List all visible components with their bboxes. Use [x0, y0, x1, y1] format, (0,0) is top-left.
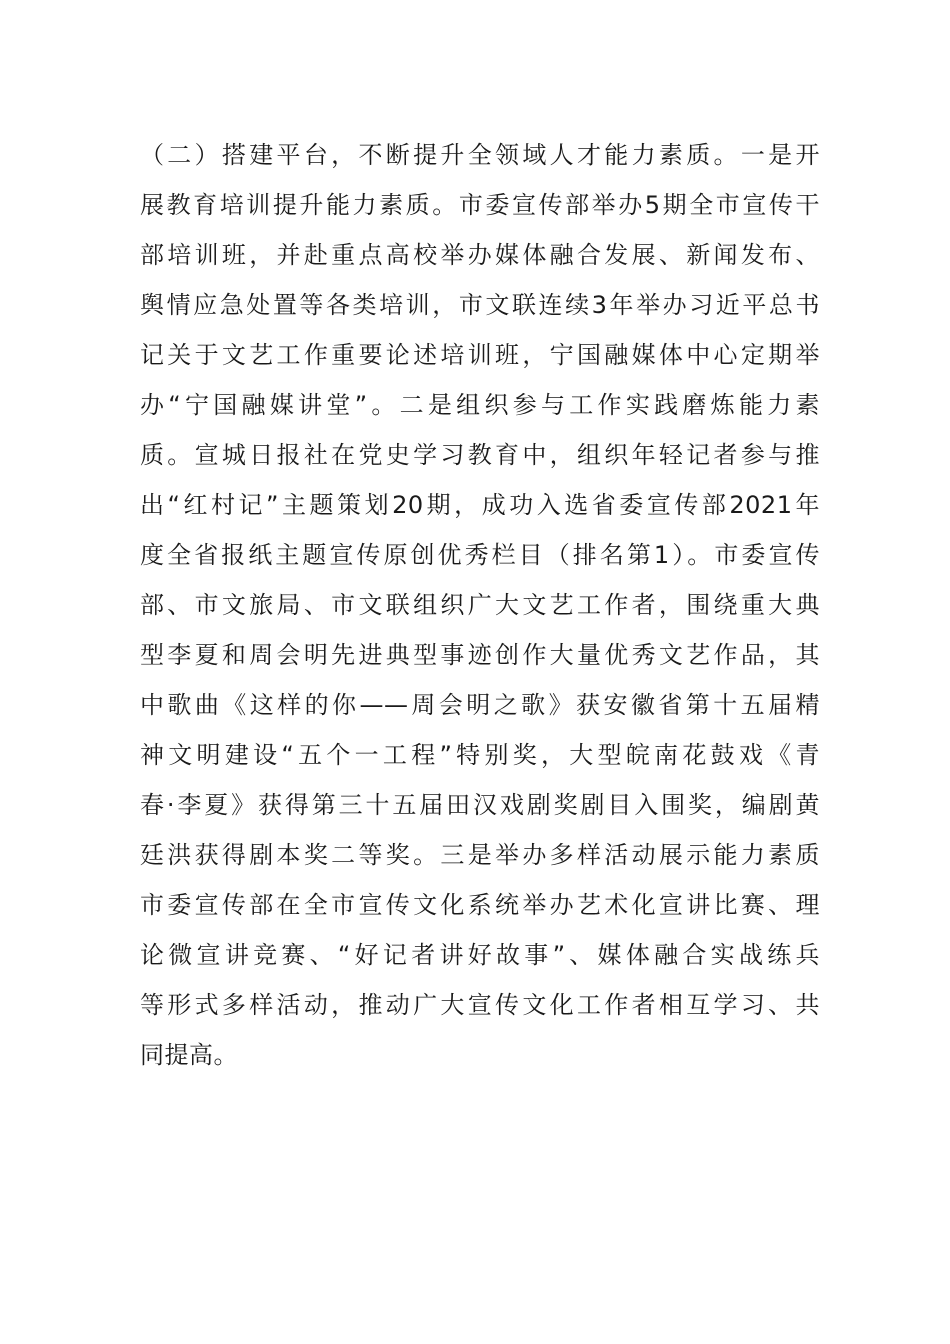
text-line: 廷洪获得剧本奖二等奖。三是举办多样活动展示能力素质	[140, 841, 820, 869]
text-line: 中歌曲《这样的你——周会明之歌》获安徽省第十五届精	[140, 691, 820, 719]
text-line: 办“宁国融媒讲堂”。二是组织参与工作实践磨炼能力素	[140, 391, 820, 419]
text-line: 部、市文旅局、市文联组织广大文艺工作者，围绕重大典	[140, 591, 820, 619]
text-line: （二）搭建平台，不断提升全领域人才能力素质。一是开	[140, 141, 820, 169]
text-line: 展教育培训提升能力素质。市委宣传部举办5期全市宣传干	[140, 191, 820, 219]
text-line: 度全省报纸主题宣传原创优秀栏目（排名第1）。市委宣传	[140, 541, 820, 569]
text-line: 记关于文艺工作重要论述培训班，宁国融媒体中心定期举	[140, 341, 820, 369]
text-line: 质。宣城日报社在党史学习教育中，组织年轻记者参与推	[140, 441, 820, 469]
text-line: 论微宣讲竞赛、“好记者讲好故事”、媒体融合实战练兵	[140, 941, 820, 969]
text-line: 神文明建设“五个一工程”特别奖，大型皖南花鼓戏《青	[140, 741, 820, 769]
text-line: 型李夏和周会明先进典型事迹创作大量优秀文艺作品，其	[140, 641, 820, 669]
text-line: 出“红村记”主题策划20期，成功入选省委宣传部2021年	[140, 491, 820, 519]
text-line: 同提高。	[140, 1041, 238, 1069]
text-line: 市委宣传部在全市宣传文化系统举办艺术化宣讲比赛、理	[140, 891, 820, 919]
document-body	[140, 130, 820, 1080]
text-line: 等形式多样活动，推动广大宣传文化工作者相互学习、共	[140, 991, 820, 1019]
text-line: 舆情应急处置等各类培训，市文联连续3年举办习近平总书	[140, 291, 820, 319]
text-line: 部培训班，并赴重点高校举办媒体融合发展、新闻发布、	[140, 241, 820, 269]
text-line: 春·李夏》获得第三十五届田汉戏剧奖剧目入围奖，编剧黄	[140, 791, 820, 819]
